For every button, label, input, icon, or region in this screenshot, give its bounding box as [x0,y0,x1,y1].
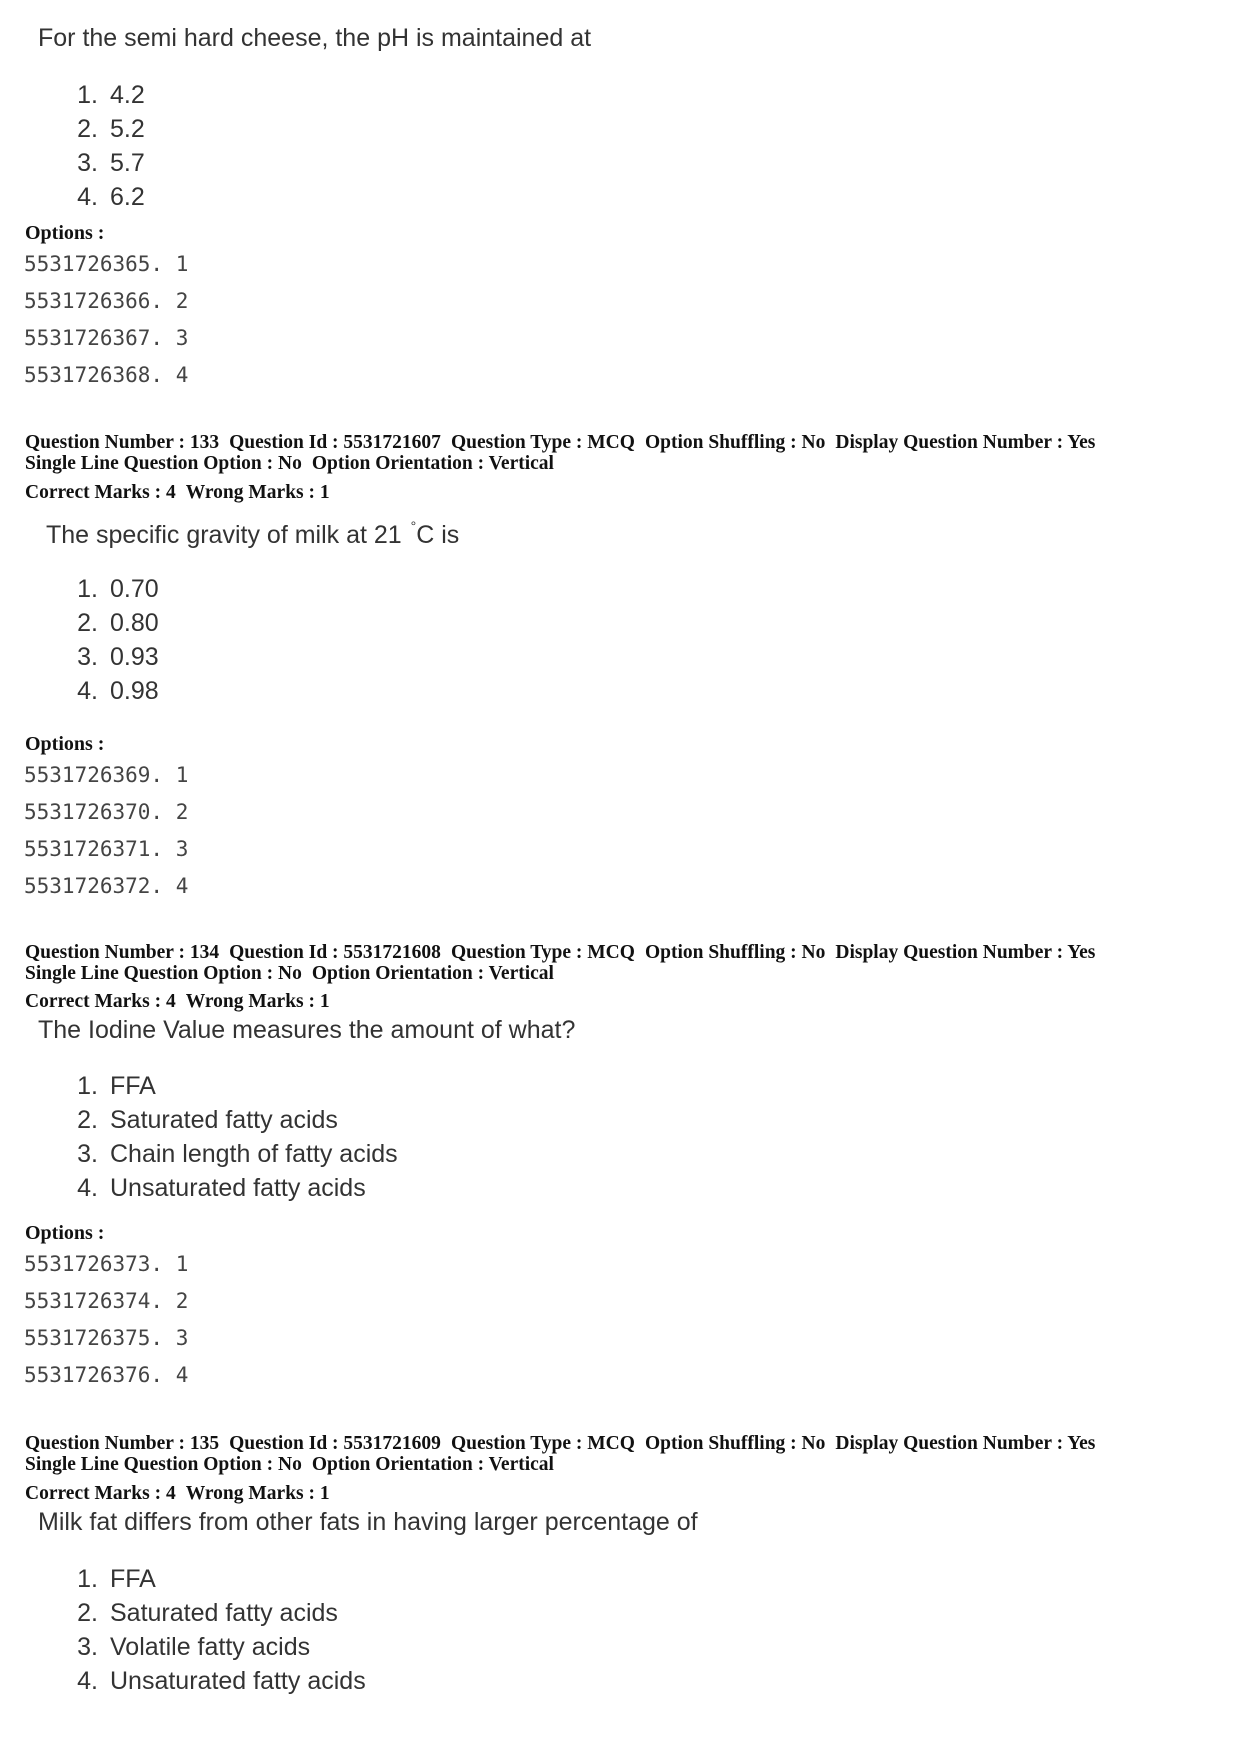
question-text: Milk fat differs from other fats in having larger percentage of [38,1508,698,1536]
answer-choices [60,1069,398,1205]
option-id: 5531726370. 2 [24,800,189,824]
options-label: Options : [25,1222,105,1244]
choice-item: 2. 0.80 [77,609,159,637]
question-meta: Question Number : 134 Question Id : 5531721608 Question Type : MCQ Option Shuffling : No Display Question Number : Yes Single Line Question Option : No Option Orientation : Vertical [25,942,1096,984]
choice-item: 2. Saturated fatty acids [77,1106,338,1134]
option-id-list [24,246,188,394]
option-id-list [24,1246,188,1394]
choice-item: 3. 5.7 [77,149,145,177]
option-id: 5531726375. 3 [24,1326,189,1350]
marks-info: Correct Marks : 4 Wrong Marks : 1 [25,1483,330,1504]
answer-choices [60,78,145,214]
option-id: 5531726371. 3 [24,837,189,861]
option-id: 5531726372. 4 [24,874,189,898]
choice-item: 3. Volatile fatty acids [77,1633,311,1661]
question-meta: Question Number : 135 Question Id : 5531721609 Question Type : MCQ Option Shuffling : No Display Question Number : Yes Single Line Question Option : No Option Orientation : Vertical [25,1433,1096,1475]
choice-item: 1. 0.70 [77,575,159,603]
question-text: The specific gravity of milk at 21 °C is [46,518,460,549]
question-text: The Iodine Value measures the amount of what? [38,1016,576,1044]
choice-item: 4. 0.98 [77,677,159,705]
choice-item: 2. Saturated fatty acids [77,1599,338,1627]
choice-item: 1. FFA [77,1072,156,1100]
option-id: 5531726367. 3 [24,326,189,350]
answer-choices [60,1562,366,1698]
option-id-list [24,757,188,905]
choice-item: 2. 5.2 [77,115,145,143]
option-id: 5531726374. 2 [24,1289,189,1313]
option-id: 5531726365. 1 [24,252,189,276]
choice-item: 4. 6.2 [77,183,145,211]
option-id: 5531726368. 4 [24,363,189,387]
question-text: For the semi hard cheese, the pH is maintained at [38,24,592,52]
answer-choices [60,572,159,708]
question-meta: Question Number : 133 Question Id : 5531721607 Question Type : MCQ Option Shuffling : No Display Question Number : Yes Single Line Question Option : No Option Orientation : Vertical [25,432,1096,474]
options-label: Options : [25,733,105,755]
choice-item: 1. FFA [77,1565,156,1593]
option-id: 5531726366. 2 [24,289,189,313]
option-id: 5531726369. 1 [24,763,189,787]
marks-info: Correct Marks : 4 Wrong Marks : 1 [25,991,330,1012]
choice-item: 3. 0.93 [77,643,159,671]
marks-info: Correct Marks : 4 Wrong Marks : 1 [25,482,330,503]
choice-item: 3. Chain length of fatty acids [77,1140,398,1168]
option-id: 5531726376. 4 [24,1363,189,1387]
options-label: Options : [25,222,105,244]
choice-item: 4. Unsaturated fatty acids [77,1667,366,1695]
choice-item: 4. Unsaturated fatty acids [77,1174,366,1202]
option-id: 5531726373. 1 [24,1252,189,1276]
choice-item: 1. 4.2 [77,81,145,109]
